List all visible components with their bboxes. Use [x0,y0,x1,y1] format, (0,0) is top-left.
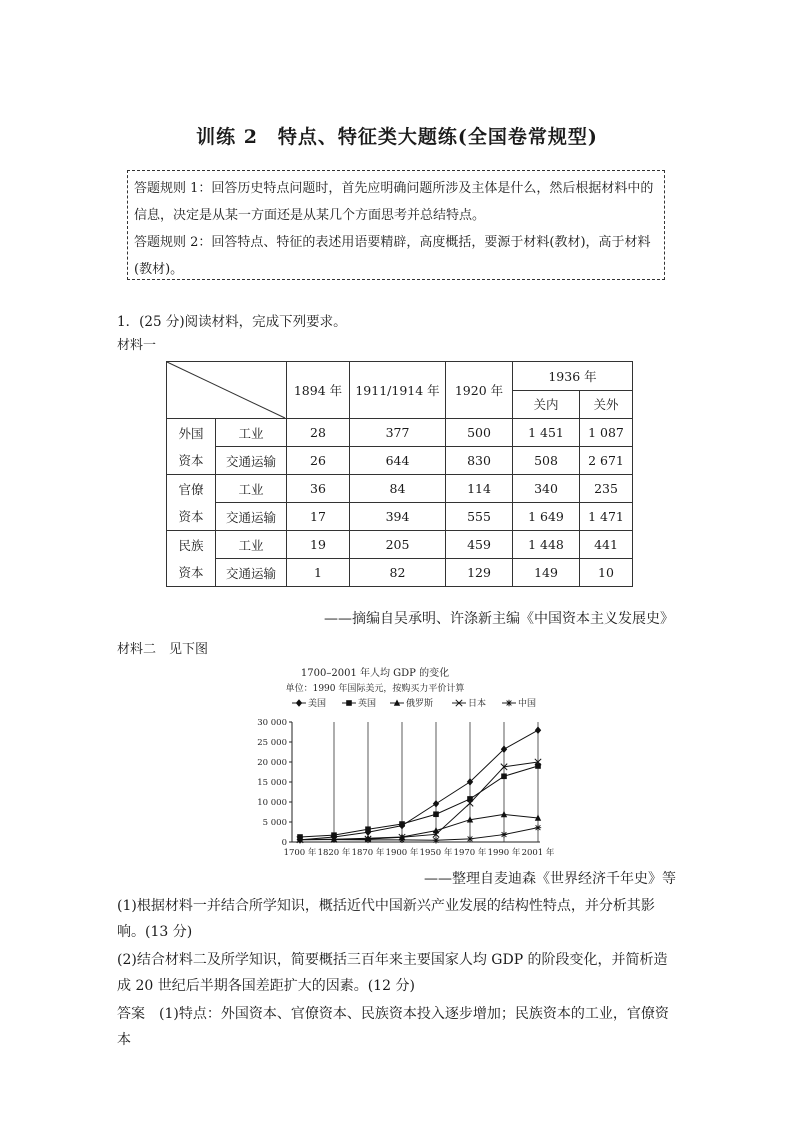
cell-1894: 17 [287,503,350,531]
data-point-star [501,831,507,837]
answer-rule-1: 答题规则 1：回答历史特点问题时，首先应明确问题所涉及主体是什么，然后根据材料中的信息，决定是从某一方面还是从某几个方面思考并总结特点。 [134,181,654,223]
page-title: 训练 2 特点、特征类大题练(全国卷常规型) [196,126,598,148]
table-row [167,447,633,475]
header-inside: 关内 [513,390,580,419]
table-corner-cell [167,362,287,419]
cell-inside: 1 448 [513,531,580,559]
data-point-star [399,837,405,843]
cell-1920: 500 [446,419,513,447]
legend-marker [346,700,352,706]
cell-1911: 84 [350,475,446,503]
legend-label: 英国 [358,699,377,709]
y-tick-label: 15 000 [257,778,287,788]
cell-outside: 1 087 [580,419,633,447]
diagonal-line [167,362,285,418]
x-tick-label: 1950 年 [419,848,453,858]
material-2-source: ——整理自麦迪森《世界经济千年史》等 [424,871,676,887]
table-row [167,419,633,447]
answer-text: 答案 (1)特点：外国资本、官僚资本、民族资本投入逐步增加；民族资本的工业，官僚资本 [117,1006,669,1048]
cell-inside: 1 649 [513,503,580,531]
data-point-triangle [501,811,507,817]
x-tick-label: 1970 年 [453,848,487,858]
data-point-star [331,836,337,842]
legend-marker [296,699,302,707]
row-type: 工业 [216,419,287,447]
y-tick-label: 20 000 [257,758,287,768]
legend-label: 俄罗斯 [406,699,434,709]
cell-outside: 235 [580,475,633,503]
cell-1911: 377 [350,419,446,447]
header-1936: 1936 年 [513,362,633,391]
group-name-bottom: 资本 [167,559,216,587]
data-point-square [501,773,507,779]
material-1-source: ——摘编自吴承明、许涤新主编《中国资本主义发展史》 [324,611,674,627]
legend-marker [506,700,512,706]
table-row [167,475,633,503]
cell-outside: 1 471 [580,503,633,531]
cell-outside: 10 [580,559,633,587]
row-type: 交通运输 [216,559,287,587]
row-type: 工业 [216,531,287,559]
x-tick-label: 1990 年 [487,848,521,858]
data-point-diamond [433,800,439,808]
table-row [167,531,633,559]
material-2-label: 材料二 见下图 [117,642,209,657]
capital-table [166,361,633,587]
cell-1894: 28 [287,419,350,447]
series-line-diamond [300,730,538,840]
data-point-square [433,811,439,817]
y-tick-label: 10 000 [257,798,287,808]
cell-1894: 36 [287,475,350,503]
data-point-square [365,826,371,832]
legend-label: 日本 [468,699,487,709]
chart-subtitle: 单位：1990 年国际美元，按购买力平价计算 [285,684,465,694]
data-point-star [433,837,439,843]
cell-outside: 441 [580,531,633,559]
row-type: 工业 [216,475,287,503]
header-outside: 关外 [580,390,633,419]
cell-1911: 205 [350,531,446,559]
cell-1920: 830 [446,447,513,475]
x-tick-label: 1820 年 [317,848,351,858]
answer-rules-box [127,170,665,280]
header-1920: 1920 年 [446,362,513,419]
cell-1920: 129 [446,559,513,587]
answer-rule-2: 答题规则 2：回答特点、特征的表述用语要精辟，高度概括，要源于材料(教材)，高于材料(教材)。 [134,235,651,277]
cell-1920: 114 [446,475,513,503]
row-type: 交通运输 [216,447,287,475]
table-row [167,559,633,587]
material-1-label: 材料一 [117,338,157,353]
y-tick-label: 30 000 [257,718,287,728]
header-1894: 1894 年 [287,362,350,419]
group-name-top: 外国 [167,419,216,447]
cell-1920: 555 [446,503,513,531]
cell-1920: 459 [446,531,513,559]
y-tick-label: 0 [281,838,287,848]
data-point-star [297,836,303,842]
cell-inside: 149 [513,559,580,587]
y-tick-label: 5 000 [262,818,287,828]
cell-1911: 394 [350,503,446,531]
x-tick-label: 1870 年 [351,848,385,858]
question-part-1: (1)根据材料一并结合所学知识，概括近代中国新兴产业发展的结构性特点，并分析其影响。(13 分) [117,898,655,940]
cell-inside: 1 451 [513,419,580,447]
group-name-bottom: 资本 [167,503,216,531]
data-point-square [399,821,405,827]
cell-1894: 19 [287,531,350,559]
group-name-top: 官僚 [167,475,216,503]
cell-inside: 508 [513,447,580,475]
legend-label: 美国 [308,699,327,709]
x-tick-label: 1900 年 [385,848,419,858]
x-tick-label: 1700 年 [283,848,317,858]
legend-label: 中国 [518,699,537,709]
group-name-bottom: 资本 [167,447,216,475]
cell-outside: 2 671 [580,447,633,475]
cell-inside: 340 [513,475,580,503]
cell-1894: 26 [287,447,350,475]
question-1-intro: 1．(25 分)阅读材料，完成下列要求。 [117,314,347,330]
cell-1911: 82 [350,559,446,587]
y-tick-label: 25 000 [257,738,287,748]
row-type: 交通运输 [216,503,287,531]
x-tick-label: 2001 年 [521,848,555,858]
data-point-star [467,836,473,842]
cell-1911: 644 [350,447,446,475]
data-point-star [535,824,541,830]
table-row [167,503,633,531]
cell-1894: 1 [287,559,350,587]
group-name-top: 民族 [167,531,216,559]
data-point-diamond [535,726,541,734]
question-part-2: (2)结合材料二及所学知识，简要概括三百年来主要国家人均 GDP 的阶段变化，并简析造成 20 世纪后半期各国差距扩大的因素。(12 分) [117,952,668,994]
header-1911: 1911/1914 年 [350,362,446,419]
chart-title: 1700–2001 年人均 GDP 的变化 [300,668,450,679]
gdp-line-chart [240,660,555,865]
data-point-star [365,837,371,843]
